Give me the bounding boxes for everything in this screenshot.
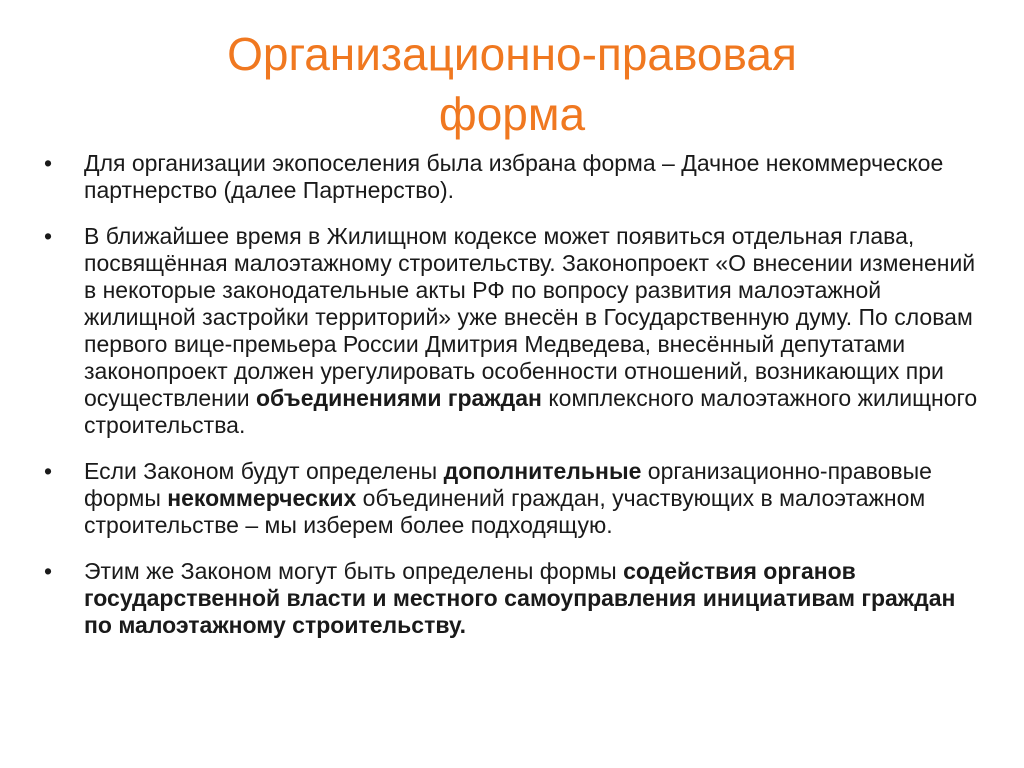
slide-title-line-2: форма [438,88,586,140]
bullet-marker: • [44,150,53,176]
bullet-1-text: Для организации экопоселения была избрана форма – Дачное некоммерческое партнерство (далее Партнерство). [84,150,944,203]
slide-title [60,24,964,144]
bullet-2-text: В ближайшее время в Жилищном кодексе может появиться отдельная глава, посвящённая малоэтажному строительству. Законопроект «О внесении изменений в некоторые законодательные акты РФ по вопросу развития малоэтажной жилищной застройки территорий» уже внесён в Государственную думу. По словам первого вице-премьера России Дмитрия Медведева, внесённый депутатами законопроект должен урегулировать особенности отношений, возникающих при осуществлении [84,223,976,411]
bullet-marker: • [44,458,53,484]
bullet-item-3 [44,458,984,539]
bullet-3-text: Если Законом будут определены [84,458,444,484]
bullet-4-text: Этим же Законом могут быть определены формы [84,558,624,584]
bullet-item-4 [44,558,984,639]
bullet-marker: • [44,223,53,249]
bullet-item-1 [44,150,984,204]
bullet-3-text-mid: организационно-правовые формы [84,458,932,511]
bullet-2-text-end: комплексного малоэтажного жилищного строительства. [84,385,978,438]
bullet-list [44,150,984,639]
bullet-3-emphasis-2: некоммерческих [167,485,357,511]
bullet-4-emphasis: содействия органов государственной власти и местного самоуправления инициативам граждан по малоэтажному строительству. [84,558,956,638]
bullet-3-text-end: объединений граждан, участвующих в малоэтажном строительстве – мы изберем более подходящую. [84,485,926,538]
bullet-marker: • [44,558,53,584]
bullet-2-emphasis: объединениями граждан [255,385,542,411]
bullet-item-2 [44,223,984,439]
slide-title-line-1: Организационно-правовая [227,28,797,80]
bullet-3-emphasis-1: дополнительные [443,458,642,484]
